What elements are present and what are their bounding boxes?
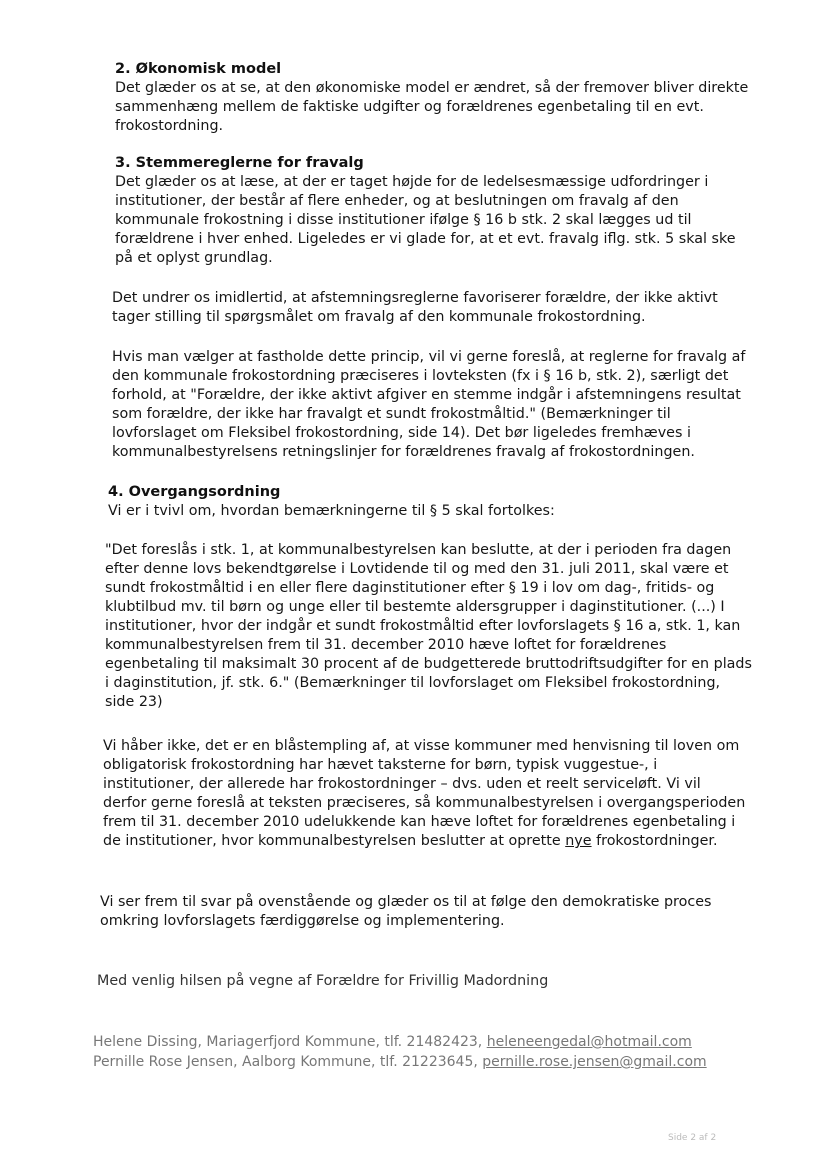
section-4-title: 4. Overgangsordning xyxy=(108,484,281,500)
signature-2-email[interactable]: pernille.rose.jensen@gmail.com xyxy=(482,1054,707,1070)
signature-line-1 xyxy=(93,1033,692,1051)
s4-p2-line-1: Vi håber ikke, det er en blåstempling af, at visse kommuner med henvisning til loven om xyxy=(103,738,740,754)
s2-line-3: frokostordning. xyxy=(115,118,224,134)
s4-quote-line-7: egenbetaling til maksimalt 30 procent af de budgetterede bruttodriftsudgifter for en plads xyxy=(105,656,752,672)
s2-line-1: Det glæder os at se, at den økonomiske model er ændret, så der fremover bliver direkte xyxy=(115,80,749,96)
s4-quote-line-4: klubtilbud mv. til børn og unge eller til bestemte aldersgrupper i daginstitutioner. (...) I xyxy=(105,599,725,615)
s4-p2-line-6-pre: de institutioner, hvor kommunalbestyrelsen beslutter at oprette xyxy=(103,833,566,849)
s3-p3-line-4: som forældre, der ikke har fravalgt et sundt frokostmåltid." (Bemærkninger til xyxy=(112,406,671,422)
s4-p1-line-1: Vi er i tvivl om, hvordan bemærkningerne til § 5 skal fortolkes: xyxy=(108,503,555,519)
s3-p1-line-3: kommunale frokostning i disse institutioner ifølge § 16 b stk. 2 skal lægges ud til xyxy=(115,212,692,228)
s4-p2-line-2: obligatorisk frokostordning har hævet taksterne for børn, typisk vuggestue-, i xyxy=(103,757,658,773)
s2-line-2: sammenhæng mellem de faktiske udgifter og forældrenes egenbetaling til en evt. xyxy=(115,99,704,115)
s4-p2-line-6-post: frokostordninger. xyxy=(591,833,718,849)
s4-p2-line-6 xyxy=(103,832,718,850)
s3-p1-line-5: på et oplyst grundlag. xyxy=(115,250,273,266)
s4-quote-line-9: side 23) xyxy=(105,694,163,710)
s4-quote-line-1: "Det foreslås i stk. 1, at kommunalbestyrelsen kan beslutte, at der i perioden fra dagen xyxy=(105,542,732,558)
signature-1-text: Helene Dissing, Mariagerfjord Kommune, tlf. 21482423, xyxy=(93,1034,487,1050)
s3-p1-line-2: institutioner, der består af flere enheder, og at beslutningen om fravalg af den xyxy=(115,193,679,209)
s3-p3-line-2: den kommunale frokostordning præciseres i lovteksten (fx i § 16 b, stk. 2), særligt det xyxy=(112,368,729,384)
s3-p3-line-5: lovforslaget om Fleksibel frokostordning, side 14). Det bør ligeledes fremhæves i xyxy=(112,425,691,441)
s3-p1-line-1: Det glæder os at læse, at der er taget højde for de ledelsesmæssige udfordringer i xyxy=(115,174,709,190)
s4-quote-line-6: kommunalbestyrelsen frem til 31. december 2010 hæve loftet for forældrenes xyxy=(105,637,667,653)
s3-p3-line-6: kommunalbestyrelsens retningslinjer for forældrenes fravalg af frokostordningen. xyxy=(112,444,695,460)
closing-line-2: omkring lovforslagets færdiggørelse og implementering. xyxy=(100,913,505,929)
s3-p2-line-1: Det undrer os imidlertid, at afstemningsreglerne favoriserer forældre, der ikke aktivt xyxy=(112,290,718,306)
s4-quote-line-3: sundt frokostmåltid i en eller flere daginstitutioner efter § 19 i lov om dag-, fritids- og xyxy=(105,580,715,596)
s4-p2-line-3: institutioner, der allerede har frokostordninger – dvs. uden et reelt serviceløft. Vi vil xyxy=(103,776,701,792)
greeting: Med venlig hilsen på vegne af Forældre for Frivillig Madordning xyxy=(97,973,549,989)
signature-1-email[interactable]: heleneengedal@hotmail.com xyxy=(486,1034,692,1050)
closing-line-1: Vi ser frem til svar på ovenstående og glæder os til at følge den demokratiske proces xyxy=(100,894,712,910)
s3-p2-line-2: tager stilling til spørgsmålet om fravalg af den kommunale frokostordning. xyxy=(112,309,646,325)
s3-p1-line-4: forældrene i hver enhed. Ligeledes er vi glade for, at et evt. fravalg iflg. stk. 5 skal ske xyxy=(115,231,736,247)
s4-p2-line-4: derfor gerne foreslå at teksten præciseres, så kommunalbestyrelsen i overgangsperioden xyxy=(103,795,746,811)
s3-p3-line-3: forhold, at "Forældre, der ikke aktivt afgiver en stemme indgår i afstemningens resultat xyxy=(112,387,741,403)
page-number: Side 2 af 2 xyxy=(668,1133,717,1143)
s3-p3-line-1: Hvis man vælger at fastholde dette princip, vil vi gerne foreslå, at reglerne for fravalg af xyxy=(112,349,746,365)
s4-quote-line-5: institutioner, hvor der indgår et sundt frokostmåltid efter lovforslagets § 16 a, stk. 1, kan xyxy=(105,618,741,634)
s4-p2-underlined-word: nye xyxy=(565,833,592,849)
section-2-title: 2. Økonomisk model xyxy=(115,61,282,77)
s4-p2-line-5: frem til 31. december 2010 udelukkende kan hæve loftet for forældrenes egenbetaling i xyxy=(103,814,736,830)
s4-quote-line-2: efter denne lovs bekendtgørelse i Lovtidende til og med den 31. juli 2011, skal være et xyxy=(105,561,729,577)
s4-quote-line-8: i daginstitution, jf. stk. 6." (Bemærkninger til lovforslaget om Fleksibel frokostordning, xyxy=(105,675,721,691)
signature-line-2 xyxy=(93,1053,707,1071)
signature-2-text: Pernille Rose Jensen, Aalborg Kommune, tlf. 21223645, xyxy=(93,1054,483,1070)
section-3-title: 3. Stemmereglerne for fravalg xyxy=(115,155,364,171)
